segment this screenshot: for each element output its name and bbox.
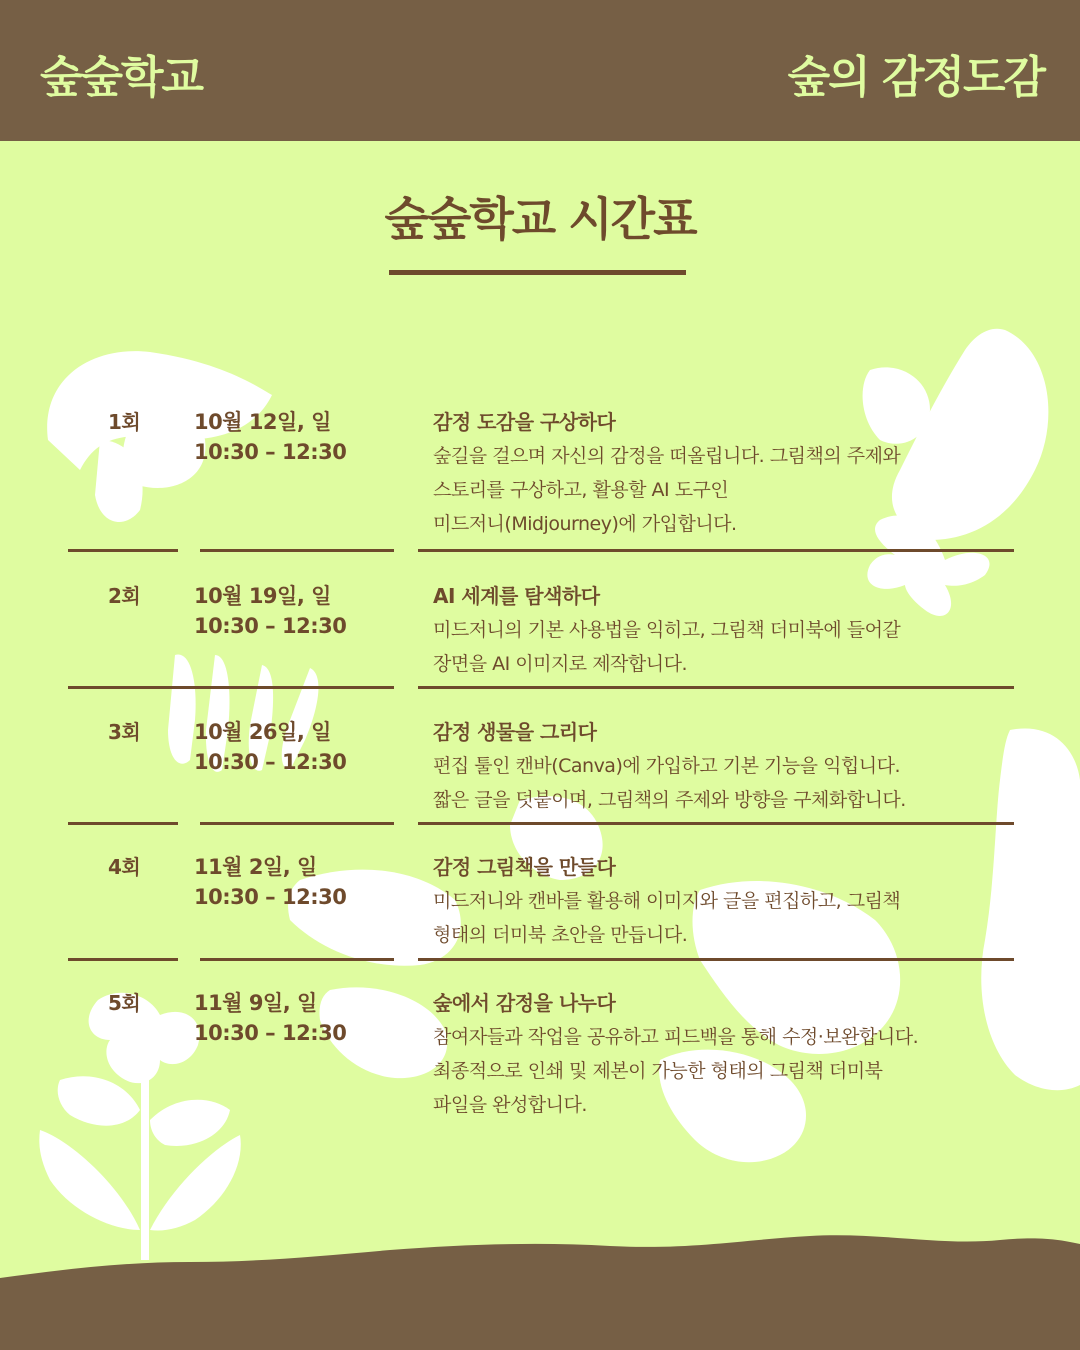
divider-date <box>200 549 394 552</box>
divider-number-date <box>68 686 394 689</box>
divider-date <box>200 958 394 961</box>
session-date: 11월 2일, 일 <box>194 855 317 879</box>
divider-date <box>200 822 394 825</box>
session-description-line: 미드저니(Midjourney)에 가입합니다. <box>433 513 737 535</box>
session-date: 11월 9일, 일 <box>194 991 317 1015</box>
session-title: AI 세계를 탐색하다 <box>433 584 600 608</box>
session-description-line: 짧은 글을 덧붙이며, 그림책의 주제와 방향을 구체화합니다. <box>433 789 906 811</box>
brand-logo-right: 숲의 감정도감 <box>787 52 1044 103</box>
session-number: 4회 <box>108 855 141 879</box>
session-title: 감정 생물을 그리다 <box>433 720 597 744</box>
divider-number <box>68 958 178 961</box>
session-description-line: 미드저니와 캔바를 활용해 이미지와 글을 편집하고, 그림책 <box>433 890 901 912</box>
divider-number <box>68 549 178 552</box>
divider-content <box>418 958 1014 961</box>
header-bar <box>0 0 1080 141</box>
session-number: 2회 <box>108 584 141 608</box>
session-title: 숲에서 감정을 나누다 <box>433 991 616 1015</box>
title-underline <box>389 270 686 275</box>
session-time: 10:30 – 12:30 <box>194 750 347 774</box>
session-number: 5회 <box>108 991 141 1015</box>
session-description <box>433 439 1033 541</box>
session-description <box>433 749 1033 817</box>
session-number: 3회 <box>108 720 141 744</box>
session-description-line: 형태의 더미북 초안을 만듭니다. <box>433 924 688 946</box>
session-description-line: 파일을 완성합니다. <box>433 1094 587 1116</box>
botanical-background-illustration <box>0 141 1080 1350</box>
session-time: 10:30 – 12:30 <box>194 1021 347 1045</box>
divider-content <box>418 686 1014 689</box>
session-description <box>433 884 1033 952</box>
session-description-line: 숲길을 걸으며 자신의 감정을 떠올립니다. 그림책의 주제와 <box>433 445 901 467</box>
session-date: 10월 19일, 일 <box>194 584 331 608</box>
session-time: 10:30 – 12:30 <box>194 885 347 909</box>
session-date: 10월 12일, 일 <box>194 410 331 434</box>
session-description <box>433 1020 1033 1122</box>
page-title: 숲숲학교 시간표 <box>384 192 696 246</box>
brand-logo-left: 숲숲학교 <box>40 52 203 103</box>
session-number: 1회 <box>108 410 141 434</box>
session-time: 10:30 – 12:30 <box>194 440 347 464</box>
session-description-line: 최종적으로 인쇄 및 제본이 가능한 형태의 그림책 더미북 <box>433 1060 883 1082</box>
session-description-line: 편집 툴인 캔바(Canva)에 가입하고 기본 기능을 익힙니다. <box>433 755 901 777</box>
session-description-line: 미드저니의 기본 사용법을 익히고, 그림책 더미북에 들어갈 <box>433 619 901 641</box>
session-description-line: 장면을 AI 이미지로 제작합니다. <box>433 653 688 675</box>
session-description-line: 참여자들과 작업을 공유하고 피드백을 통해 수정·보완합니다. <box>433 1026 919 1048</box>
session-description-line: 스토리를 구상하고, 활용할 AI 도구인 <box>433 479 729 501</box>
divider-number <box>68 822 178 825</box>
divider-content <box>418 822 1014 825</box>
session-date: 10월 26일, 일 <box>194 720 331 744</box>
divider-content <box>418 549 1014 552</box>
session-title: 감정 도감을 구상하다 <box>433 410 616 434</box>
session-title: 감정 그림책을 만들다 <box>433 855 616 879</box>
session-description <box>433 613 1033 681</box>
session-time: 10:30 – 12:30 <box>194 614 347 638</box>
